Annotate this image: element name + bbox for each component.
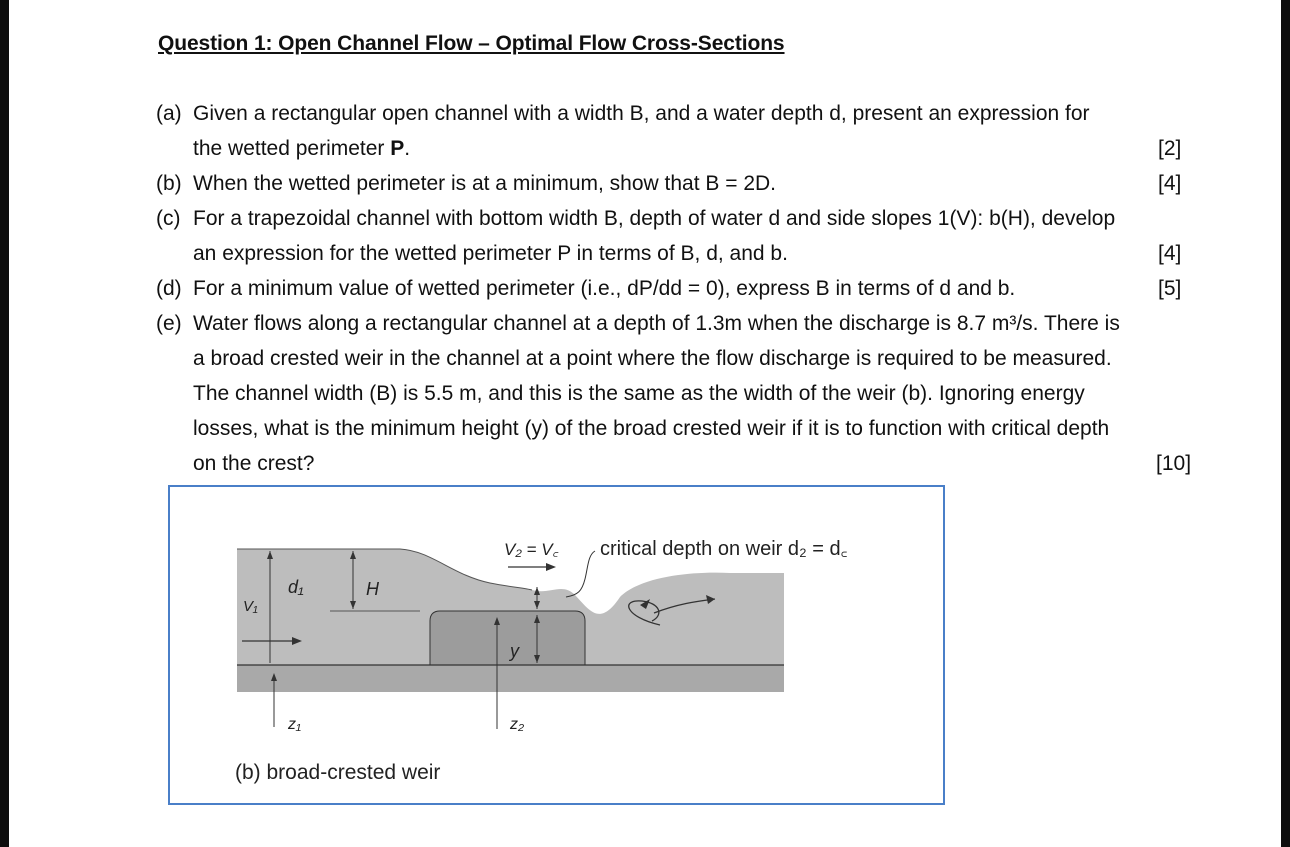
- d1-label: d₁: [288, 577, 304, 597]
- part-a-text-cont-suffix: .: [404, 137, 411, 160]
- part-c-line2: [0, 242, 1290, 272]
- weir-figure: [168, 485, 945, 805]
- part-e-marks: [10]: [1156, 452, 1192, 475]
- part-a-text-cont: [193, 137, 410, 161]
- part-d-label: (d): [156, 277, 182, 300]
- part-c-label: (c): [156, 207, 181, 230]
- part-a-marks: [2]: [1158, 137, 1182, 160]
- part-a-bold-p: P: [390, 137, 405, 160]
- z2-label: z₂: [510, 716, 525, 733]
- part-e-text-cont-2: a broad crested weir in the channel at a point where the flow discharge is required to be measured.: [193, 347, 1112, 370]
- part-e-line3: [0, 382, 1290, 412]
- part-a-line2: [0, 137, 1290, 167]
- question-title: Question 1: Open Channel Flow – Optimal Flow Cross-Sections: [158, 32, 785, 55]
- part-a-label: (a): [156, 102, 182, 125]
- part-e-line1: [0, 312, 1290, 342]
- v1-label: V₁: [243, 598, 258, 615]
- y-label: y: [510, 641, 519, 661]
- part-c-marks: [4]: [1158, 242, 1182, 265]
- v2-label: V₂ = V꜀: [504, 540, 559, 559]
- part-d-line1: [0, 277, 1290, 307]
- part-b-text: When the wetted perimeter is at a minimum, show that B = 2D.: [193, 172, 776, 195]
- critical-depth-pointer: [566, 551, 595, 597]
- part-e-text-cont-4: losses, what is the minimum height (y) of the broad crested weir if it is to function with critical depth: [193, 417, 1110, 440]
- z1-label: z₁: [288, 716, 302, 733]
- part-a-text: Given a rectangular open channel with a width B, and a water depth d, present an expression for: [193, 102, 1090, 125]
- part-e-text-cont-5: on the crest?: [193, 452, 315, 475]
- h-label: H: [366, 579, 379, 599]
- part-d-marks: [5]: [1158, 277, 1182, 300]
- part-b-marks: [4]: [1158, 172, 1182, 195]
- part-c-line1: [0, 207, 1290, 237]
- part-e-label: (e): [156, 312, 182, 335]
- critical-depth-label: critical depth on weir d₂ = d꜀: [600, 538, 848, 560]
- part-e-line2: [0, 347, 1290, 377]
- part-b-line1: [0, 172, 1290, 202]
- part-b-label: (b): [156, 172, 182, 195]
- part-e-text: Water flows along a rectangular channel at a depth of 1.3m when the discharge is 8.7 m³/s. There is: [193, 312, 1120, 335]
- channel-bed: [237, 665, 784, 692]
- part-c-text-cont: an expression for the wetted perimeter P in terms of B, d, and b.: [193, 242, 788, 265]
- figure-caption: (b) broad-crested weir: [235, 761, 441, 784]
- part-e-line5: [0, 452, 1290, 482]
- part-a-text-cont-prefix: the wetted perimeter: [193, 137, 391, 160]
- part-e-text-cont-3: The channel width (B) is 5.5 m, and this is the same as the width of the weir (b). Ignoring energy: [193, 382, 1085, 405]
- weir-diagram: [170, 487, 945, 805]
- v2-arrowhead: [546, 563, 556, 571]
- part-c-text: For a trapezoidal channel with bottom width B, depth of water d and side slopes 1(V): b(H), develop: [193, 207, 1116, 230]
- part-a-line1: [0, 102, 1290, 132]
- part-e-line4: [0, 417, 1290, 447]
- part-d-text: For a minimum value of wetted perimeter (i.e., dP/dd = 0), express B in terms of d and b.: [193, 277, 1016, 300]
- weir-block: [430, 611, 585, 665]
